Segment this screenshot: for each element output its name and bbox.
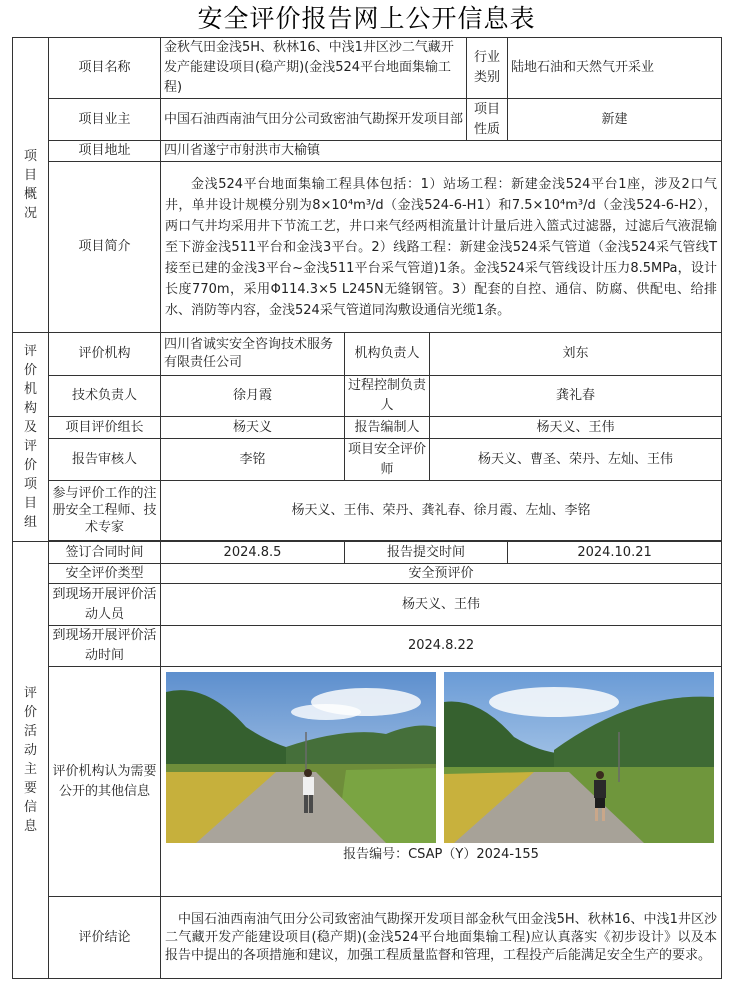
- process-value: 龚礼春: [430, 376, 722, 417]
- site-photo-2-image: [444, 672, 714, 843]
- page-title: 安全评价报告网上公开信息表: [197, 4, 536, 33]
- site-time-label: 到现场开展评价活动时间: [49, 626, 161, 667]
- sign-label: 签订合同时间: [49, 542, 161, 564]
- process-label: 过程控制负责人: [345, 376, 430, 417]
- intro-label: 项目简介: [49, 162, 161, 333]
- photo-area: [161, 667, 721, 896]
- owner-value: 中国石油西南油气田分公司致密油气勘探开发项目部: [161, 99, 467, 141]
- section-overview: 项目概况: [13, 38, 49, 333]
- industry-label: 行业类别: [467, 38, 508, 99]
- other-info-cell: [161, 667, 722, 897]
- conclusion-label: 评价结论: [49, 897, 161, 979]
- industry-value: 陆地石油和天然气开采业: [508, 38, 722, 99]
- sign-date: 2024.8.5: [161, 542, 345, 564]
- submit-label: 报告提交时间: [345, 542, 508, 564]
- section-org: 评价机构及评价项目组: [13, 333, 49, 542]
- writer-label: 报告编制人: [345, 417, 430, 439]
- site-photo-1-image: [166, 672, 436, 843]
- report-number: 报告编号：CSAP（Y）2024-155: [343, 847, 539, 862]
- head-value: 刘东: [430, 333, 722, 376]
- type-value: 安全预评价: [161, 564, 722, 584]
- members-label: 参与评价工作的注册安全工程师、技术专家: [49, 481, 161, 541]
- tech-value: 徐月霞: [161, 376, 345, 417]
- owner-label: 项目业主: [49, 99, 161, 141]
- agency-value: 四川省诚实安全咨询技术服务有限责任公司: [161, 333, 345, 376]
- reviewer-label: 报告审核人: [49, 439, 161, 481]
- members-value: 杨天义、王伟、荣丹、龚礼春、徐月霞、左灿、李铭: [161, 481, 722, 541]
- agency-label: 评价机构: [49, 333, 161, 376]
- leader-value: 杨天义: [161, 417, 345, 439]
- intro-text: 金浅524平台地面集输工程具体包括：1）站场工程：新建金浅524平台1座，涉及2口气井，单井设计规模分别为8×10⁴m³/d（金浅524-6-H1）和7.5×10⁴m³/d（金浅524-6-H2），两口气井均采用井下节流工艺，井口来气经两相流量计计量后进入篮式过滤器，过滤后气液混输至下游金浅511平台和金浅3平台。2）线路工程：新建金浅524采气管道（金浅524采气管线T接至已建的金浅3平台~金浅511平台采气管道)1条。金浅524采气管线设计压力8.5MPa，设计长度770m，采用Φ114.3×5 L245N无缝钢管。3）配套的自控、通信、防腐、供配电、给排水、消防等内容，金浅524采气管道同沟敷设通信光缆1条。: [161, 162, 722, 333]
- tech-label: 技术负责人: [49, 376, 161, 417]
- submit-date: 2024.10.21: [508, 542, 722, 564]
- nature-value: 新建: [508, 99, 722, 141]
- project-name: 金秋气田金浅5H、秋林16、中浅1井区沙二气藏开发产能建设项目(稳产期)(金浅524平台地面集输工程): [161, 38, 467, 99]
- site-photo-2: [444, 672, 714, 843]
- conclusion-text: 中国石油西南油气田分公司致密油气勘探开发项目部金秋气田金浅5H、秋林16、中浅1井区沙二气藏开发产能建设项目(稳产期)(金浅524平台地面集输工程)应认真落实《初步设计》以及本报告中提出的各项措施和建议，加强工程质量监督和管理，工程投产后能满足安全生产的要求。: [161, 897, 722, 979]
- address-value: 四川省遂宁市射洪市大榆镇: [161, 141, 722, 162]
- address-label: 项目地址: [49, 141, 161, 162]
- project-name-label: 项目名称: [49, 38, 161, 99]
- head-label: 机构负责人: [345, 333, 430, 376]
- site-photo-1: [166, 672, 436, 843]
- site-people-value: 杨天义、王伟: [161, 584, 722, 626]
- assessor-value: 杨天义、曹圣、荣丹、左灿、王伟: [430, 439, 722, 481]
- other-info-label: 评价机构认为需要公开的其他信息: [49, 667, 161, 897]
- section-activity: 评价活动主要信息: [13, 542, 49, 979]
- leader-label: 项目评价组长: [49, 417, 161, 439]
- type-label: 安全评价类型: [49, 564, 161, 584]
- reviewer-value: 李铭: [161, 439, 345, 481]
- site-time-value: 2024.8.22: [161, 626, 722, 667]
- site-people-label: 到现场开展评价活动人员: [49, 584, 161, 626]
- info-table: [12, 37, 722, 979]
- nature-label: 项目性质: [467, 99, 508, 141]
- assessor-label: 项目安全评价师: [345, 439, 430, 481]
- writer-value: 杨天义、王伟: [430, 417, 722, 439]
